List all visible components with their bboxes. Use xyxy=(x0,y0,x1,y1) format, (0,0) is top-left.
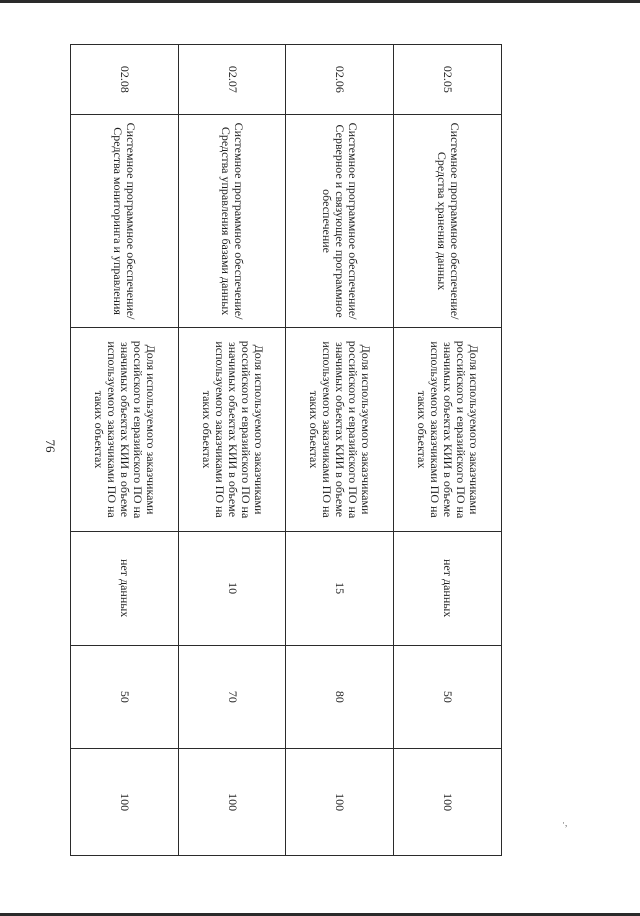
cell-code: 02.07 xyxy=(179,45,286,115)
cell-intermediate-value: 50 xyxy=(71,646,178,750)
cell-baseline-value: 10 xyxy=(179,532,286,646)
cell-software-class: Системное программное обеспечение/Серверное и связующее программное обеспечение xyxy=(287,115,394,328)
cell-baseline-value: нет данных xyxy=(71,532,178,646)
stray-mark: ·, xyxy=(562,818,568,828)
scan-edge-top xyxy=(0,0,640,3)
cell-software-class: Системное программное обеспечение/Средства мониторинга и управления xyxy=(71,115,178,328)
cell-indicator: Доля используемого заказчиками российского и евразийского ПО на значимых объектах КИИ в объеме используемого заказчиками ПО на таких объектах xyxy=(179,328,286,531)
cell-target-value: 100 xyxy=(441,793,456,812)
cell-indicator: Доля используемого заказчиками российского и евразийского ПО на значимых объектах КИИ в объеме используемого заказчиками ПО на таких объектах xyxy=(287,328,394,531)
cell-indicator: Доля используемого заказчиками российского и евразийского ПО на значимых объектах КИИ в объеме используемого заказчиками ПО на таких объектах xyxy=(71,328,178,531)
table-row xyxy=(178,45,286,855)
cell-software-class: Системное программное обеспечение/Средства управления базами данных xyxy=(179,115,286,328)
table-row xyxy=(393,45,501,855)
cell-intermediate-value: 80 xyxy=(287,646,394,750)
cell-code: 02.05 xyxy=(394,45,501,115)
software-table xyxy=(70,44,502,856)
cell-baseline-value: нет данных xyxy=(394,532,501,646)
cell-target-value: 100 xyxy=(333,793,348,812)
cell-indicator: Доля используемого заказчиками российского и евразийского ПО на значимых объектах КИИ в объеме используемого заказчиками ПО на таких объектах xyxy=(394,328,501,531)
page-number: 76 xyxy=(43,439,58,453)
table-row xyxy=(286,45,394,855)
cell-intermediate-value: 70 xyxy=(179,646,286,750)
table-row xyxy=(71,45,178,855)
cell-target-value: 100 xyxy=(225,793,240,812)
cell-code: 02.06 xyxy=(287,45,394,115)
cell-intermediate-value: 50 xyxy=(394,646,501,750)
cell-software-class: Системное программное обеспечение/Средства хранения данных xyxy=(394,115,501,328)
cell-target-value: 100 xyxy=(117,793,132,812)
table-container xyxy=(70,44,502,856)
cell-baseline-value: 15 xyxy=(287,532,394,646)
cell-code: 02.08 xyxy=(71,45,178,115)
